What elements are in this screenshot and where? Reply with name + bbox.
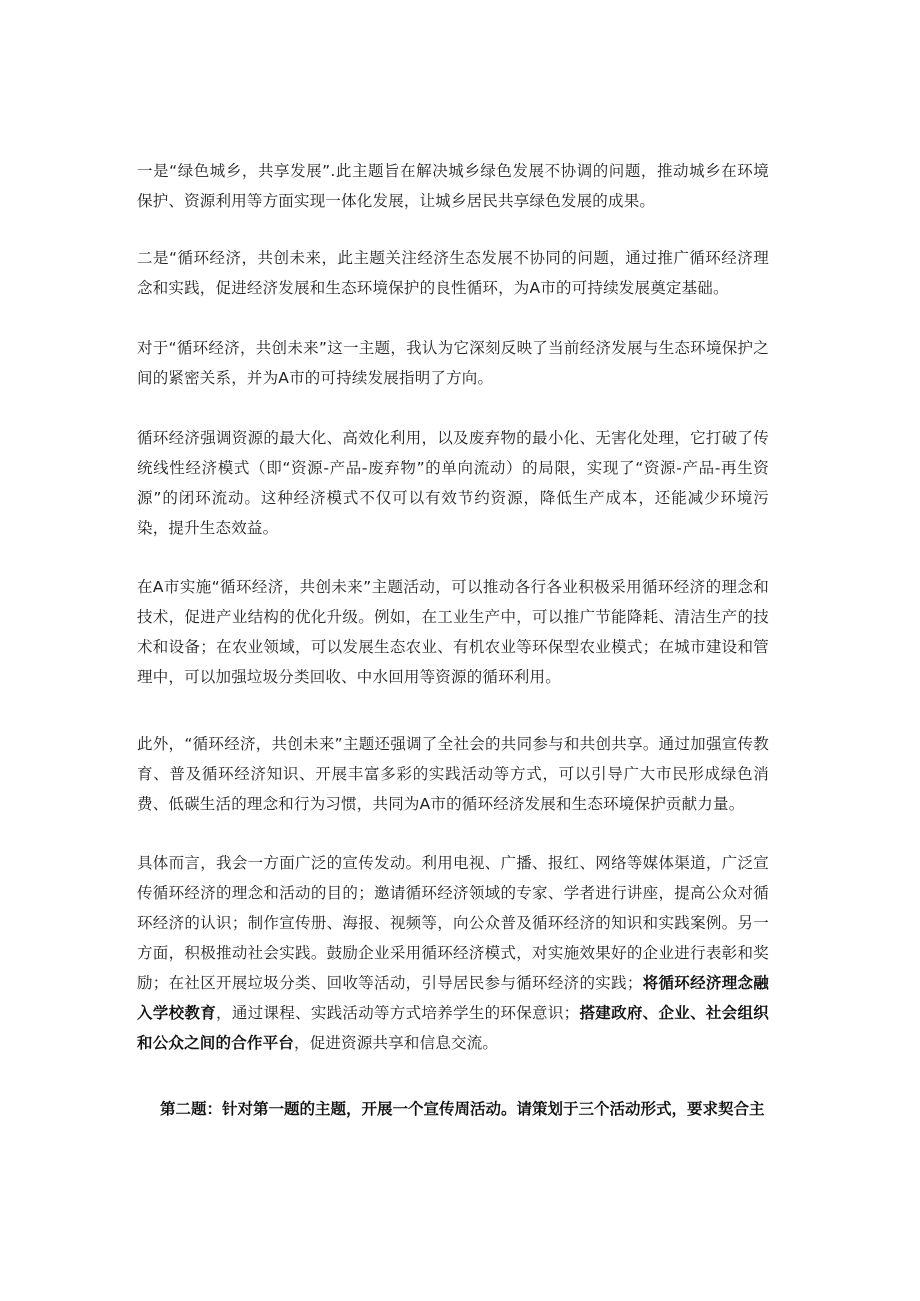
question-two-heading: 第二题：针对第一题的主题，开展一个宣传周活动。请策划于三个活动形式，要求契合主: [160, 1100, 765, 1118]
measures-emphasis-platform: 搭建政府、企业、社会组织和公众之间的合作平台: [137, 1004, 769, 1052]
paragraph-theme-opinion: 对于“循环经济，共创未来”这一主题，我认为它深刻反映了当前经济发展与生态环境保护之间的紧密关系，并为A市的可持续发展指明了方向。: [137, 339, 769, 387]
paragraph-social-participation: 此外，“循环经济，共创未来”主题还强调了全社会的共同参与和共创共享。通过加强宣传教育、普及循环经济知识、开展丰富多彩的实践活动等方式，可以引导广大市民形成绿色消费、低碳生活的理念和行为习惯，共同为A市的循环经济发展和生态环境保护贡献力量。: [137, 735, 769, 813]
measures-text-1: 具体而言，我会一方面广泛的宣传发动。利用电视、广播、报红、网络等媒体渠道，广泛宣传循环经济的理念和活动的目的；邀请循环经济领域的专家、学者进行讲座，提高公众对循环经济的认识；制作宣传册、海报、视频等，向公众普及循环经济的知识和实践案例。另一方面，积极推动社会实践。鼓励企业采用循环经济模式，对实施效果好的企业进行表彰和奖励；在社区开展垃圾分类、回收等活动，引导居民参与循环经济的实践；: [137, 854, 769, 992]
paragraph-specific-measures: [137, 848, 769, 1058]
paragraph-implementation: 在A市实施“循环经济，共创未来”主题活动，可以推动各行各业积极采用循环经济的理念和技术，促进产业结构的优化升级。例如，在工业生产中，可以推广节能降耗、清洁生产的技术和设备；在农业领域，可以发展生态农业、有机农业等环保型农业模式；在城市建设和管理中，可以加强垃圾分类回收、中水回用等资源的循环利用。: [137, 578, 769, 686]
paragraph-circular-economy-theme: 二是“循环经济，共创未来，此主题关注经济生态发展不协同的问题，通过推广循环经济理念和实践，促进经济发展和生态环境保护的良性循环，为A市的可持续发展奠定基础。: [137, 249, 769, 297]
measures-text-3: ，促进资源共享和信息交流。: [294, 1034, 499, 1052]
paragraph-green-urban-rural: 一是“绿色城乡，共享发展”.此主题旨在解决城乡绿色发展不协调的问题，推动城乡在环境保护、资源利用等方面实现一体化发展，让城乡居民共享绿色发展的成果。: [137, 162, 769, 210]
paragraph-circular-economy-definition: 循环经济强调资源的最大化、高效化利用，以及废弃物的最小化、无害化处理，它打破了传统线性经济模式（即“资源-产品-废弃物”的单向流动）的局限，实现了“资源-产品-再生资源”的闭环流动。这种经济模式不仅可以有效节约资源，降低生产成本，还能减少环境污染，提升生态效益。: [137, 429, 769, 537]
measures-text-2: ，通过课程、实践活动等方式培养学生的环保意识；: [216, 1004, 580, 1022]
measures-emphasis-school: 将循环经济理念融入学校教育: [137, 974, 769, 1022]
